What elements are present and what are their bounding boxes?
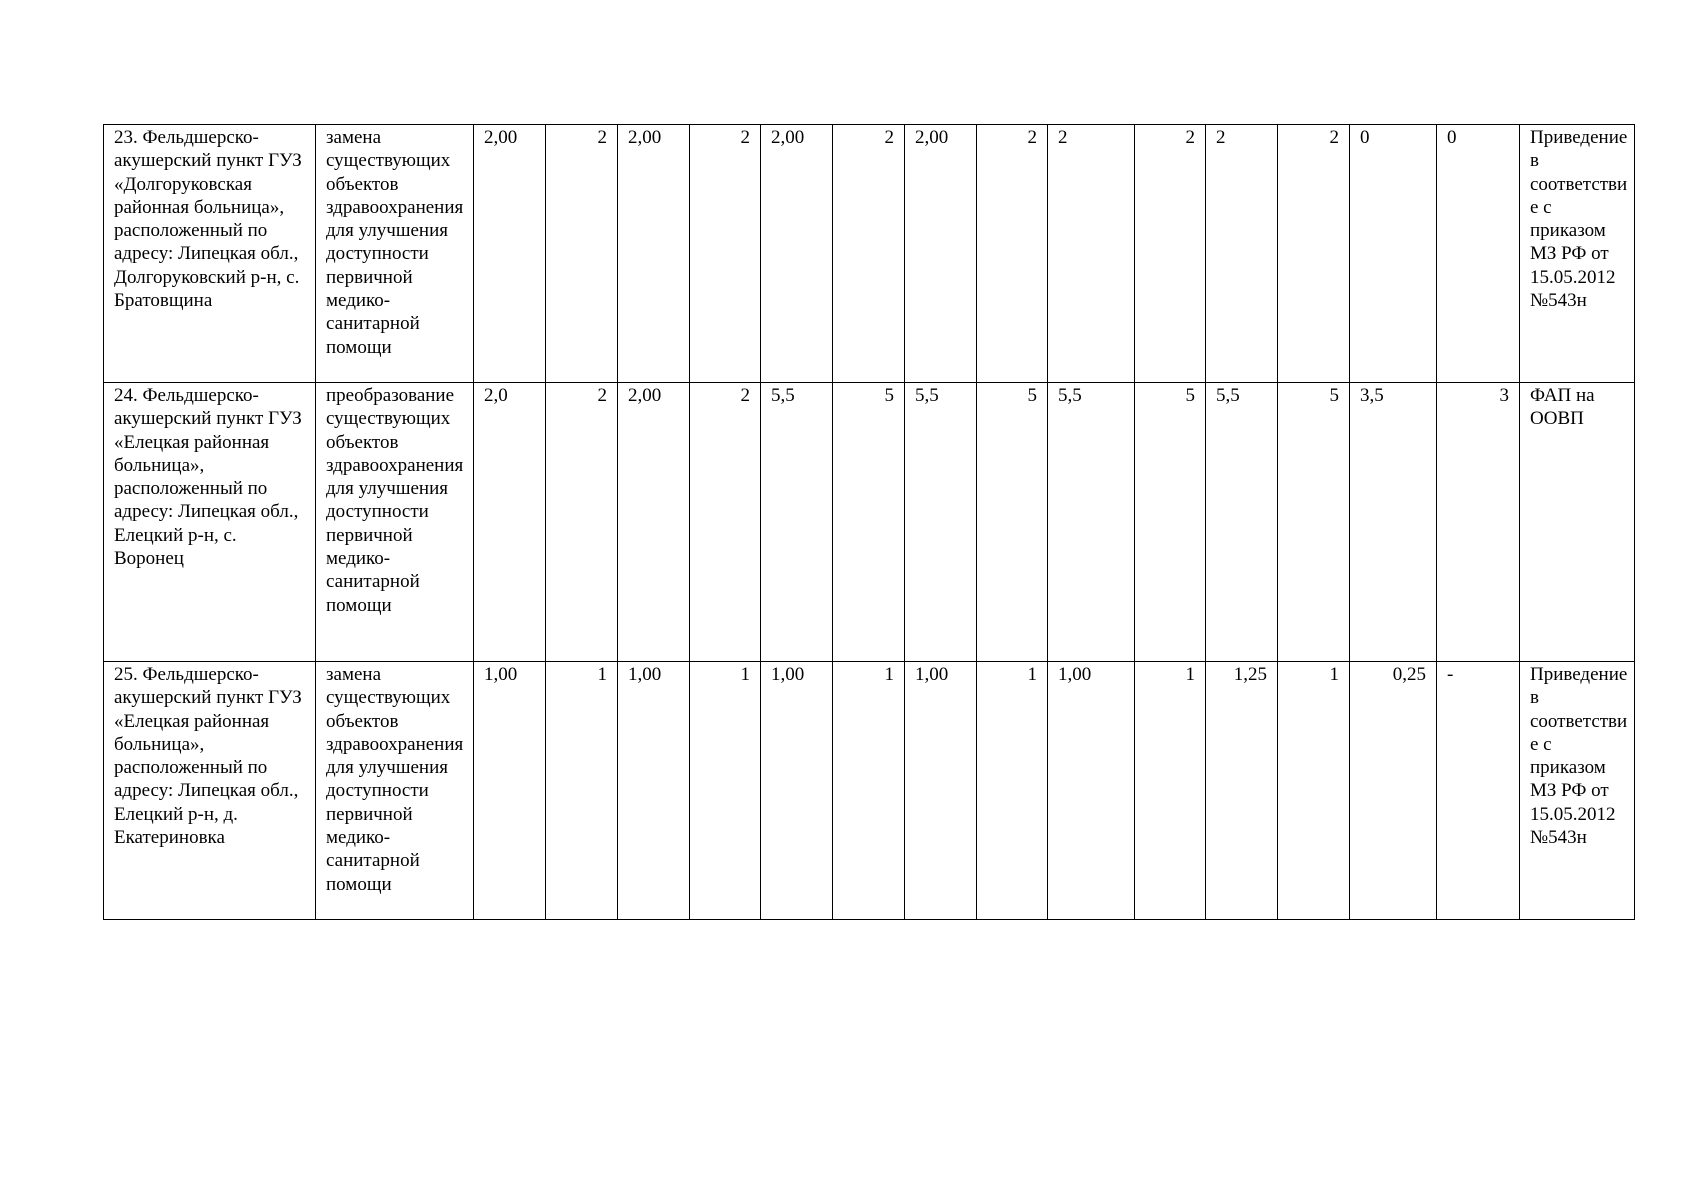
value-cell: 2 [1278, 125, 1350, 383]
value-cell: 1,00 [618, 662, 690, 920]
action-cell: замена существующих объектов здравоохранения для улучшения доступности первичной медико-санитарной помощи [316, 662, 474, 920]
table-row [104, 125, 1635, 383]
value-cell: 5 [1135, 383, 1206, 662]
value-cell: 2,00 [618, 383, 690, 662]
value-cell: - [1437, 662, 1520, 920]
value-cell: 2 [690, 383, 761, 662]
facilities-table [103, 124, 1635, 920]
action-cell: преобразование существующих объектов здравоохранения для улучшения доступности первичной медико-санитарной помощи [316, 383, 474, 662]
note-cell: ФАП на ООВП [1520, 383, 1635, 662]
value-cell: 2 [1206, 125, 1278, 383]
facility-name-cell: 25. Фельдшерско-акушерский пункт ГУЗ «Елецкая районная больница», расположенный по адресу: Липецкая обл., Елецкий р-н, д. Екатериновка [104, 662, 316, 920]
value-cell: 2 [546, 125, 618, 383]
value-cell: 3,5 [1350, 383, 1437, 662]
value-cell: 2,00 [905, 125, 977, 383]
value-cell: 5,5 [905, 383, 977, 662]
action-cell: замена существующих объектов здравоохранения для улучшения доступности первичной медико-санитарной помощи [316, 125, 474, 383]
value-cell: 1 [1135, 662, 1206, 920]
value-cell: 2 [546, 383, 618, 662]
value-cell: 1 [546, 662, 618, 920]
facility-name-cell: 23. Фельдшерско-акушерский пункт ГУЗ «Долгоруковская районная больница», расположенный по адресу: Липецкая обл., Долгоруковский р-н, с. Братовщина [104, 125, 316, 383]
value-cell: 5,5 [1048, 383, 1135, 662]
value-cell: 2 [833, 125, 905, 383]
note-cell: Приведение в соответствие с приказом МЗ РФ от 15.05.2012 №543н [1520, 662, 1635, 920]
value-cell: 1 [977, 662, 1048, 920]
value-cell: 2,00 [761, 125, 833, 383]
table-row [104, 383, 1635, 662]
value-cell: 5,5 [1206, 383, 1278, 662]
note-cell: Приведение в соответствие с приказом МЗ РФ от 15.05.2012 №543н [1520, 125, 1635, 383]
value-cell: 0 [1350, 125, 1437, 383]
value-cell: 5 [1278, 383, 1350, 662]
value-cell: 0 [1437, 125, 1520, 383]
value-cell: 1 [1278, 662, 1350, 920]
value-cell: 2 [977, 125, 1048, 383]
value-cell: 2,00 [474, 125, 546, 383]
facility-name-cell: 24. Фельдшерско-акушерский пункт ГУЗ «Елецкая районная больница», расположенный по адресу: Липецкая обл., Елецкий р-н, с. Воронец [104, 383, 316, 662]
value-cell: 1,00 [905, 662, 977, 920]
value-cell: 5 [833, 383, 905, 662]
value-cell: 0,25 [1350, 662, 1437, 920]
value-cell: 5,5 [761, 383, 833, 662]
table-row [104, 662, 1635, 920]
value-cell: 2 [1048, 125, 1135, 383]
value-cell: 1,00 [474, 662, 546, 920]
value-cell: 2 [1135, 125, 1206, 383]
value-cell: 5 [977, 383, 1048, 662]
value-cell: 3 [1437, 383, 1520, 662]
value-cell: 2,00 [618, 125, 690, 383]
value-cell: 2 [690, 125, 761, 383]
value-cell: 1,00 [1048, 662, 1135, 920]
value-cell: 1 [833, 662, 905, 920]
value-cell: 1 [690, 662, 761, 920]
value-cell: 2,0 [474, 383, 546, 662]
value-cell: 1,25 [1206, 662, 1278, 920]
value-cell: 1,00 [761, 662, 833, 920]
